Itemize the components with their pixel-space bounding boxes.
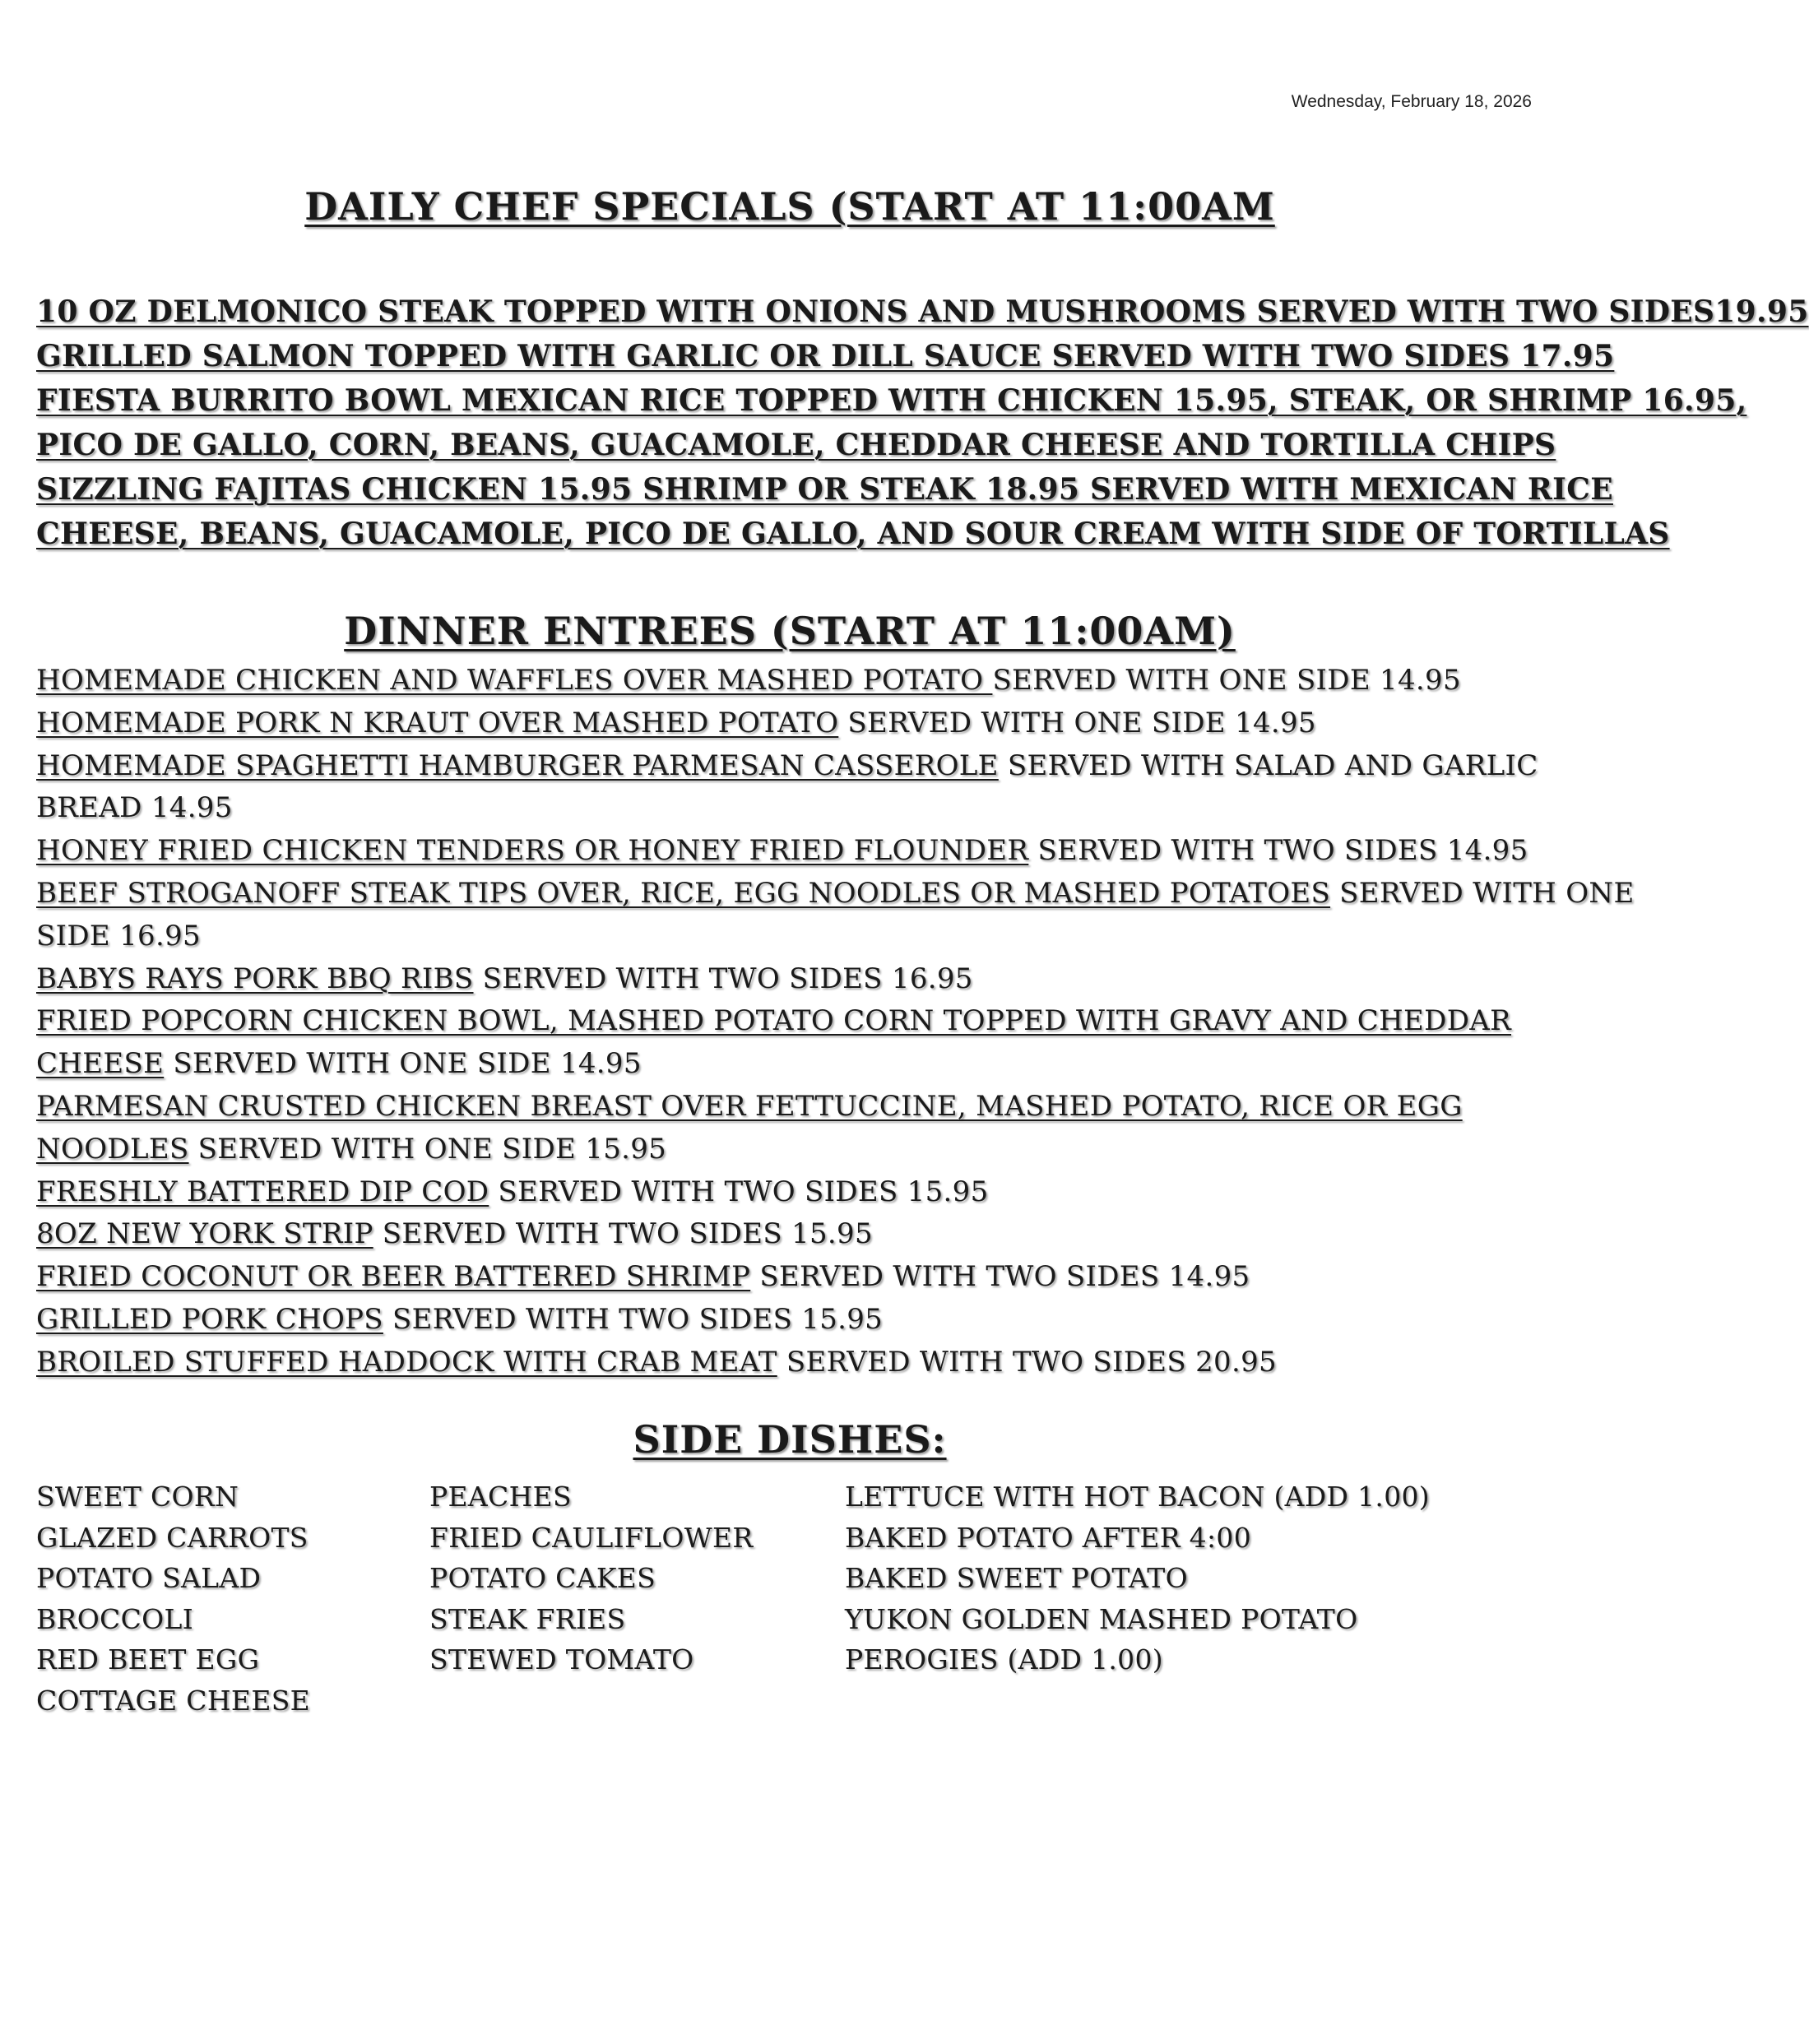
dish-detail: SERVED WITH ONE SIDE 14.95 xyxy=(992,664,1461,697)
specials-line: PICO DE GALLO, CORN, BEANS, GUACAMOLE, CHEDDAR CHEESE AND TORTILLA CHIPS xyxy=(36,428,1556,462)
dinner-line xyxy=(36,830,1558,873)
dinner-line xyxy=(36,1299,1558,1342)
sides-column-3 xyxy=(845,1476,1430,1680)
dish-detail: SERVED WITH ONE SIDE 14.95 xyxy=(164,1047,642,1081)
dish-detail: SERVED WITH TWO SIDES 15.95 xyxy=(373,1217,873,1251)
dish-detail: SERVED WITH TWO SIDES 14.95 xyxy=(750,1260,1250,1294)
side-item: PEROGIES (ADD 1.00) xyxy=(845,1643,1163,1676)
side-item: COTTAGE CHEESE xyxy=(36,1684,311,1717)
side-item: FRIED CAULIFLOWER xyxy=(429,1521,754,1554)
dinner-line xyxy=(36,1213,1558,1256)
dish-detail: SERVED WITH TWO SIDES 16.95 xyxy=(473,962,973,995)
dish-detail: SERVED WITH TWO SIDES 15.95 xyxy=(489,1175,989,1208)
side-item: YUKON GOLDEN MASHED POTATO xyxy=(845,1602,1358,1635)
dish-detail: SERVED WITH TWO SIDES 15.95 xyxy=(383,1302,884,1336)
dish-name: BEEF STROGANOFF STEAK TIPS OVER, RICE, EGG NOODLES OR MASHED POTATOES xyxy=(36,876,1331,910)
dinner-line xyxy=(36,1000,1558,1043)
sides-column-1 xyxy=(36,1476,310,1722)
side-item: SWEET CORN xyxy=(36,1481,239,1513)
specials-line: GRILLED SALMON TOPPED WITH GARLIC OR DILL SAUCE SERVED WITH TWO SIDES 17.95 xyxy=(36,339,1615,373)
dish-name: HOMEMADE CHICKEN AND WAFFLES OVER MASHED POTATO xyxy=(36,664,993,697)
side-item: GLAZED CARROTS xyxy=(36,1521,308,1554)
side-item: BROCCOLI xyxy=(36,1602,194,1635)
dish-detail: BREAD 14.95 xyxy=(36,791,233,825)
dish-name: 8OZ NEW YORK STRIP xyxy=(36,1217,373,1251)
dish-name: PARMESAN CRUSTED CHICKEN BREAST OVER FETTUCCINE, MASHED POTATO, RICE OR EGG xyxy=(36,1089,1463,1123)
side-item: LETTUCE WITH HOT BACON (ADD 1.00) xyxy=(845,1481,1430,1513)
dish-name: CHEESE xyxy=(36,1047,165,1081)
side-item: STEAK FRIES xyxy=(429,1602,626,1635)
dinner-line xyxy=(36,702,1558,745)
dinner-line xyxy=(36,1256,1558,1299)
dinner-line xyxy=(36,787,1558,830)
side-item: BAKED POTATO AFTER 4:00 xyxy=(845,1521,1251,1554)
dish-detail: SIDE 16.95 xyxy=(36,919,201,952)
side-item: STEWED TOMATO xyxy=(429,1643,694,1676)
dish-name: BABYS RAYS PORK BBQ RIBS xyxy=(36,962,474,995)
side-item: POTATO CAKES xyxy=(429,1562,656,1595)
dish-name: HONEY FRIED CHICKEN TENDERS OR HONEY FRIED FLOUNDER xyxy=(36,834,1029,868)
dish-name: NOODLES xyxy=(36,1132,189,1166)
dish-name: GRILLED PORK CHOPS xyxy=(36,1302,383,1336)
dish-detail: SERVED WITH TWO SIDES 20.95 xyxy=(777,1345,1277,1379)
dish-name: FRIED COCONUT OR BEER BATTERED SHRIMP xyxy=(36,1260,751,1294)
specials-list xyxy=(36,290,1809,556)
dinner-list xyxy=(36,660,1635,1384)
dish-name: HOMEMADE PORK N KRAUT OVER MASHED POTATO xyxy=(36,706,839,739)
dinner-line xyxy=(36,745,1558,788)
dish-detail: SERVED WITH SALAD AND GARLIC xyxy=(998,749,1538,782)
specials-line: FIESTA BURRITO BOWL MEXICAN RICE TOPPED WITH CHICKEN 15.95, STEAK, OR SHRIMP 16.95, xyxy=(36,383,1747,418)
dinner-line xyxy=(36,1342,1558,1384)
specials-line: 10 OZ DELMONICO STEAK TOPPED WITH ONIONS AND MUSHROOMS SERVED WITH TWO SIDES19.95 xyxy=(36,294,1809,329)
dinner-line xyxy=(36,1086,1558,1129)
dinner-line xyxy=(36,660,1558,702)
dish-detail: SERVED WITH TWO SIDES 14.95 xyxy=(1028,834,1528,868)
date-header: Wednesday, February 18, 2026 xyxy=(1291,92,1532,111)
dinner-line xyxy=(36,1171,1558,1214)
dish-name: FRIED POPCORN CHICKEN BOWL, MASHED POTATO CORN TOPPED WITH GRAVY AND CHEDDAR xyxy=(36,1004,1512,1038)
specials-heading: DAILY CHEF SPECIALS (START AT 11:00AM xyxy=(304,184,1275,229)
dinner-line xyxy=(36,958,1558,1001)
side-item: BAKED SWEET POTATO xyxy=(845,1562,1188,1595)
dish-name: BROILED STUFFED HADDOCK WITH CRAB MEAT xyxy=(36,1345,777,1379)
specials-line: CHEESE, BEANS, GUACAMOLE, PICO DE GALLO, AND SOUR CREAM WITH SIDE OF TORTILLAS xyxy=(36,517,1670,551)
dish-name: HOMEMADE SPAGHETTI HAMBURGER PARMESAN CASSEROLE xyxy=(36,749,999,782)
side-item: POTATO SALAD xyxy=(36,1562,262,1595)
sides-column-2 xyxy=(429,1476,753,1680)
side-item: PEACHES xyxy=(429,1481,572,1513)
dish-detail: SERVED WITH ONE xyxy=(1330,876,1635,910)
dish-detail: SERVED WITH ONE SIDE 15.95 xyxy=(188,1132,667,1166)
dinner-line xyxy=(36,1129,1558,1171)
dinner-line xyxy=(36,873,1635,915)
dish-detail: SERVED WITH ONE SIDE 14.95 xyxy=(838,706,1316,739)
dinner-heading: DINNER ENTREES (START AT 11:00AM) xyxy=(344,609,1236,653)
side-item: RED BEET EGG xyxy=(36,1643,260,1676)
sides-heading: SIDE DISHES: xyxy=(633,1417,947,1462)
dinner-line xyxy=(36,915,1558,958)
specials-line: SIZZLING FAJITAS CHICKEN 15.95 SHRIMP OR STEAK 18.95 SERVED WITH MEXICAN RICE xyxy=(36,472,1613,507)
dish-name: FRESHLY BATTERED DIP COD xyxy=(36,1175,489,1208)
dinner-line xyxy=(36,1043,1558,1086)
